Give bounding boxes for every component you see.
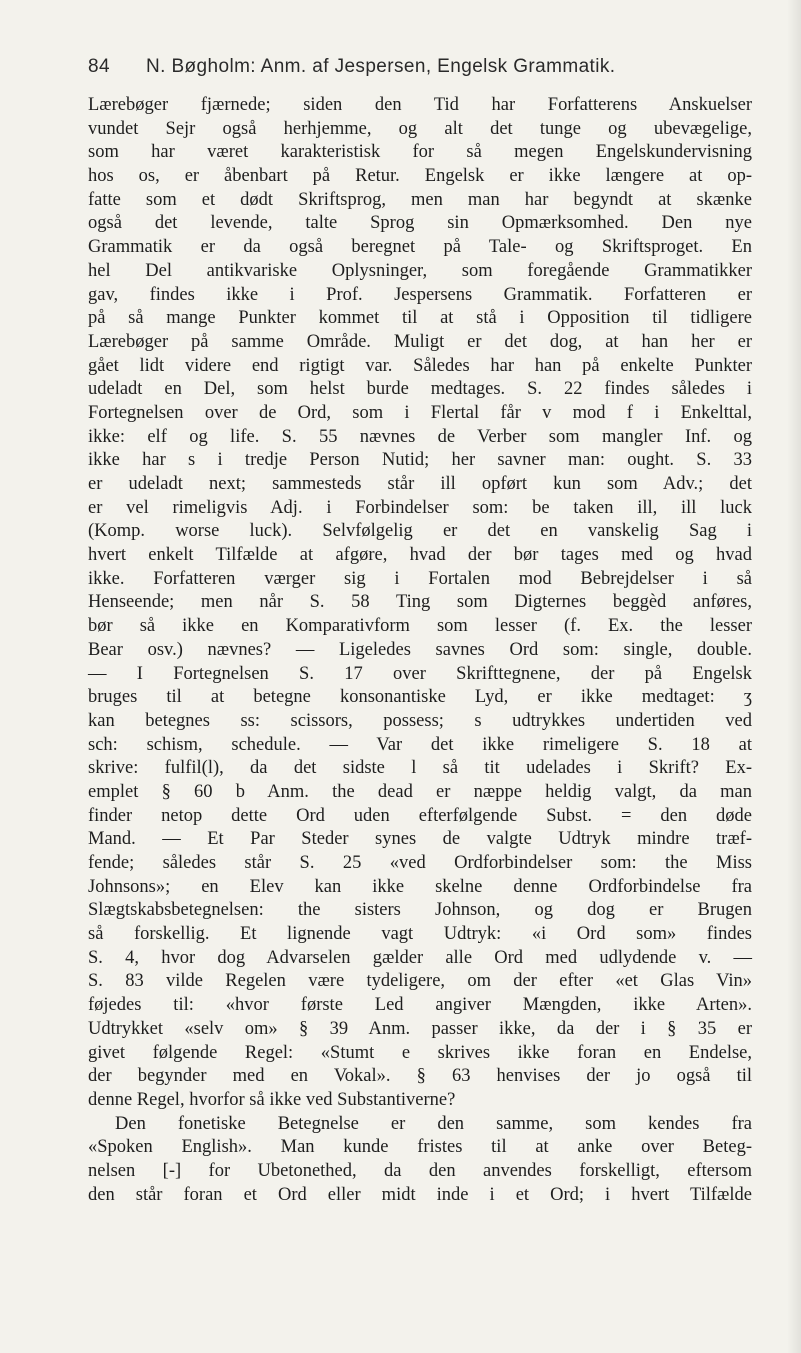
text-line: er vel rimeligvis Adj. i Forbindelser som: be taken ill, ill luck [88, 497, 752, 518]
page-edge-shadow [787, 0, 801, 1353]
text-line: fende; således står S. 25 «ved Ordforbindelser som: the Miss [88, 853, 752, 873]
text-line: emplet § 60 b Anm. the dead er næppe heldig valgt, da man [88, 781, 752, 802]
text-line: denne Regel, hvorfor så ikke ved Substantiverne? [88, 1089, 456, 1110]
text-line: ikke: elf og life. S. 55 nævnes de Verber som mangler Inf. og [88, 426, 752, 447]
text-line: bruges til at betegne konsonantiske Lyd, er ikke medtaget: ʒ [88, 687, 752, 708]
text-line: S. 83 vilde Regelen være tydeligere, om der efter «et Glas Vin» [88, 971, 752, 992]
text-line: Slægtskabsbetegnelsen: the sisters Johnson, og dog er Brugen [88, 900, 752, 921]
text-line: S. 4, hvor dog Advarselen gælder alle Ord med udlydende v. — [88, 947, 752, 968]
text-line: så forskellig. Et lignende vagt Udtryk: «i Ord som» findes [88, 924, 752, 945]
text-line: Johnsons»; en Elev kan ikke skelne denne Ordforbindelse fra [88, 876, 752, 897]
text-line: hel Del antikvariske Oplysninger, som foregående Grammatikker [88, 260, 752, 281]
text-line: som har været karakteristisk for så megen Engelskundervisning [88, 142, 752, 163]
text-line: sch: schism, schedule. — Var det ikke rimeligere S. 18 at [88, 734, 752, 755]
text-line: — I Fortegnelsen S. 17 over Skrifttegnene, der på Engelsk [88, 663, 752, 684]
text-line: er udeladt next; sammesteds står ill opført kun som Adv.; det [88, 474, 752, 494]
text-line: (Komp. worse luck). Selvfølgelig er det en vanskelig Sag i [88, 521, 752, 542]
text-line: Fortegnelsen over de Ord, som i Flertal får v mod f i Enkelttal, [88, 402, 752, 423]
text-line: føjedes til: «hvor første Led angiver Mængden, ikke Arten». [88, 995, 752, 1016]
text-line: på så mange Punkter kommet til at stå i Opposition til tidligere [88, 308, 752, 329]
text-line: den står foran et Ord eller midt inde i et Ord; i hvert Tilfælde [88, 1184, 752, 1205]
text-line: fatte som et dødt Skriftsprog, men man har begyndt at skænke [88, 189, 752, 210]
text-line: bør så ikke en Komparativform som lesser (f. Ex. the lesser [88, 616, 752, 637]
text-line: kan betegnes ss: scissors, possess; s udtrykkes undertiden ved [88, 710, 752, 731]
running-title: N. Bøgholm: Anm. af Jespersen, Engelsk Grammatik. [146, 56, 616, 77]
page-header [88, 56, 748, 84]
text-line: vundet Sejr også herhjemme, og alt det tunge og ubevægelige, [88, 118, 752, 139]
text-line: finder netop dette Ord uden efterfølgende Subst. = den døde [88, 805, 752, 826]
text-line: skrive: fulfil(l), da det sidste l så tit udelades i Skrift? Ex- [88, 758, 752, 779]
text-line: gav, findes ikke i Prof. Jespersens Grammatik. Forfatteren er [88, 284, 752, 305]
text-line: Mand. — Et Par Steder synes de valgte Udtryk mindre træf- [88, 829, 752, 850]
text-line: Udtrykket «selv om» § 39 Anm. passer ikke, da der i § 35 er [88, 1018, 752, 1039]
text-line: Henseende; men når S. 58 Ting som Digternes beggèd anføres, [88, 592, 752, 613]
text-line: ikke. Forfatteren værger sig i Fortalen mod Bebrejdelser i så [88, 568, 752, 589]
text-line: der begynder med en Vokal». § 63 henvises der jo også til [88, 1066, 752, 1087]
text-line: nelsen [-] for Ubetonethed, da den anvendes forskelligt, eftersom [88, 1160, 752, 1181]
text-line: ikke har s i tredje Person Nutid; her savner man: ought. S. 33 [88, 450, 752, 471]
text-line: hos os, er åbenbart på Retur. Engelsk er ikke længere at op- [88, 166, 752, 187]
text-line: givet følgende Regel: «Stumt e skrives ikke foran en Endelse, [88, 1042, 752, 1063]
text-line: hvert enkelt Tilfælde at afgøre, hvad der bør tages med og hvad [88, 545, 752, 566]
text-line: udeladt en Del, som helst burde medtages. S. 22 findes således i [88, 379, 752, 400]
text-line: gået lidt videre end rigtigt var. Således har han på enkelte Punkter [88, 355, 752, 376]
page-number: 84 [88, 56, 110, 77]
text-line: Lærebøger på samme Område. Muligt er det dog, at han her er [88, 331, 752, 352]
text-line: Lærebøger fjærnede; siden den Tid har Forfatterens Anskuelser [88, 95, 752, 115]
body-text [88, 94, 752, 1207]
text-line: Bear osv.) nævnes? — Ligeledes savnes Ord som: single, double. [88, 639, 752, 660]
text-line: «Spoken English». Man kunde fristes til at anke over Beteg- [88, 1137, 752, 1158]
text-line: Grammatik er da også beregnet på Tale- og Skriftsproget. En [88, 237, 752, 258]
text-line: også det levende, talte Sprog sin Opmærksomhed. Den nye [88, 213, 752, 234]
text-line: Den fonetiske Betegnelse er den samme, som kendes fra [115, 1113, 752, 1134]
